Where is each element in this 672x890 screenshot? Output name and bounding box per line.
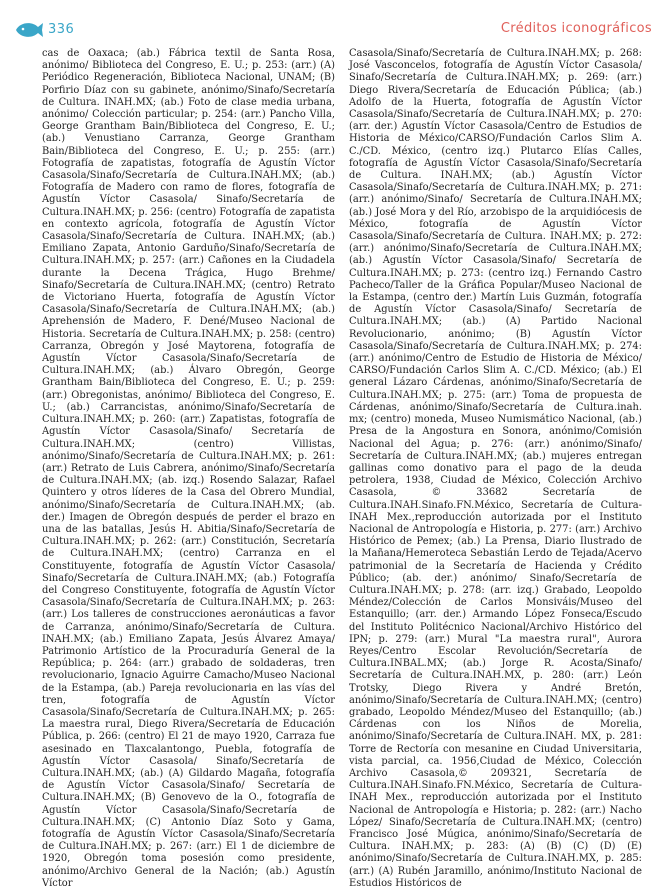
fish-icon [14, 20, 44, 40]
page-header [14, 18, 652, 42]
credits-text-right: Casasola/Sinafo/Secretaría de Cultura.INAH.MX; p. 268: José Vasconcelos, fotografía de Agustín Víctor Casasola/ Sinafo/Secretaría de Cultura.INAH.MX; p. 269: (arr.) Diego Rivera/Secretaría de Educación Pública; (ab.) Adolfo de la Huerta, fotografía de Agustín Víctor Casasola/Sinafo/Secretaría de Cultura.INAH.MX; p. 270: (arr. der.) Agustín Víctor Casasola/Centro de Estudios de Historia de México/CARSO/Fundación Carlos Slim A. C./CD. México, (centro izq.) Plutarco Elías Calles, fotografía de Agustín Víctor Casasola/Sinafo/Secretaría de Cultura. INAH.MX; (ab.) Agustín Víctor Casasola/Sinafo/Secretaría de Cultura.INAH.MX; p. 271: (arr.) anónimo/Sinafo/ Secretaría de Cultura.INAH.MX; (ab.) José Mora y del Río, arzobispo de la arquidiócesis de México, fotografía de Agustín Víctor Casasola/Sinafo/Secretaría de Cultura. INAH.MX; p. 272: (arr.) anónimo/Sinafo/Secretaría de Cultura.INAH.MX; (ab.) Agustín Víctor Casasola/Sinafo/ Secretaría de Cultura.INAH.MX; p. 273: (centro izq.) Fernando Castro Pacheco/Taller de la Gráfica Popular/Museo Nacional de la Estampa, (centro der.) Martín Luis Guzmán, fotografía de Agustín Víctor Casasola/Sinafo/ Secretaría de Cultura.INAH.MX; (ab.) (A) Partido Nacional Revolucionario, anónimo; (B) Agustín Víctor Casasola/Sinafo/Secretaría de Cultura.INAH.MX; p. 274: (arr.) anónimo/Centro de Estudio de Historia de México/ CARSO/Fundación Carlos Slim A. C./CD. México; (ab.) El general Lázaro Cárdenas, anónimo/Sinafo/Secretaría de Cultura.INAH.MX; p. 275: (arr.) Toma de propuesta de Cárdenas, anónimo/Sinafo/Secretaría de Cultura.inah. mx; (centro) moneda, Museo Numismático Nacional, (ab.) Presa de la Angostura en Sonora, anónimo/Comisión Nacional del Agua; p. 276: (arr.) anónimo/Sinafo/ Secretaría de Cultura.INAH.MX; (ab.) mujeres entregan gallinas como donativo para el pago de la deuda petrolera, 1938, Ciudad de México, Colección Archivo Casasola, © 33682 Secretaría de Cultura.INAH.Sinafo.FN.México, Secretaría de Cultura-INAH Mex.,reproducción autorizada por el Instituto Nacional de Antropología e Historia, p. 277: (arr.) Archivo Histórico de Pemex; (ab.) La Prensa, Diario Ilustrado de la Mañana/Hemeroteca Sebastián Lerdo de Tejada/Acervo patrimonial de la Secretaría de Hacienda y Crédito Público; (ab. der.) anónimo/ Sinafo/Secretaría de Cultura.INAH.MX; p. 278: (arr. izq.) Grabado, Leopoldo Méndez/Colección de Carlos Monsiváis/Museo del Estanquillo; (arr. der.) Armando López Fonseca/Escudo del Instituto Politécnico Nacional/Archivo Histórico del IPN; p. 279: (arr.) Mural "La maestra rural", Aurora Reyes/Centro Escolar Revolución/Secretaría de Cultura.INBAL.MX; (ab.) Jorge R. Acosta/Sinafo/ Secretaría de Cultura.INAH.MX, p. 280: (arr.) León Trotsky, Diego Rivera y André Bretón, anónimo/Sinafo/Secretaría de Cultura.INAH.MX; (centro) grabado, Leopoldo Méndez/Museo del Estanquillo; (ab.) Cárdenas con los Niños de Morelia, anónimo/Sinafo/Secretaría de Cultura.INAH. MX, p. 281: Torre de Rectoría con mesanine en Ciudad Universitaria, vista parcial, ca. 1956,Ciudad de México, Colección Archivo Casasola,© 209321, Secretaría de Cultura.INAH.Sinafo.FN.México, Secretaría de Cultura-INAH Mex., reproducción autorizada por el Instituto Nacional de Antropología e Historia; p. 282: (arr.) Nacho López/ Sinafo/Secretaría de Cultura.INAH.MX; (centro) Francisco José Múgica, anónimo/Sinafo/Secretaría de Cultura. INAH.MX; p. 283: (A) (B) (C) (D) (E) anónimo/Sinafo/Secretaría de Cultura.INAH.MX, p. 285: (arr.) (A) Rubén Jaramillo, anónimo/Instituto Nacional de Estudios Históricos de [349, 48, 642, 889]
text-column-left [42, 48, 335, 889]
page-number: 336 [48, 22, 75, 37]
credits-text-left: cas de Oaxaca; (ab.) Fábrica textil de Santa Rosa, anónimo/ Biblioteca del Congreso, E. U.; p. 253: (arr.) (A) Periódico Regeneración, Biblioteca Nacional, UNAM; (B) Porfirio Díaz con su gabinete, anónimo/Sinafo/Secretaría de Cultura. INAH.MX; (ab.) Foto de clase media urbana, anónimo/ Colección particular; p. 254: (arr.) Pancho Villa, George Grantham Bain/Biblioteca del Congreso, E. U.; (ab.) Venustiano Carranza, George Grantham Bain/Biblioteca del Congreso, E. U.; p. 255: (arr.) Fotografía de zapatistas, fotografía de Agustín Víctor Casasola/Sinafo/Secretaría de Cultura.INAH.MX; (ab.) Fotografía de Madero con ramo de flores, fotografía de Agustín Víctor Casasola/ Sinafo/Secretaría de Cultura.INAH.MX; p. 256: (centro) Fotografía de zapatista en contexto agrícola, fotografía de Agustín Víctor Casasola/Sinafo/Secretaría de Cultura. INAH.MX; (ab.) Emiliano Zapata, Antonio Garduño/Sinafo/Secretaría de Cultura.INAH.MX; p. 257: (arr.) Cañones en la Ciudadela durante la Decena Trágica, Hugo Brehme/ Sinafo/Secretaría de Cultura.INAH.MX; (centro) Retrato de Victoriano Huerta, fotografía de Agustín Víctor Casasola/Sinafo/Secretaría de Cultura.INAH.MX; (ab.) Aprehensión de Madero, F. Dené/Museo Nacional de Historia. Secretaría de Cultura.INAH.MX; p. 258: (centro) Carranza, Obregón y José Maytorena, fotografía de Agustín Víctor Casasola/Sinafo/Secretaría de Cultura.INAH.MX; (ab.) Álvaro Obregón, George Grantham Bain/Biblioteca del Congreso, E. U.; p. 259: (arr.) Obregonistas, anónimo/ Biblioteca del Congreso, E. U.; (ab.) Carrancistas, anónimo/Sinafo/Secretaría de Cultura.INAH.MX; p. 260: (arr.) Zapatistas, fotografía de Agustín Víctor Casasola/Sinafo/ Secretaría de Cultura.INAH.MX; (centro) Villistas, anónimo/Sinafo/Secretaría de Cultura.INAH.MX; p. 261: (arr.) Retrato de Luis Cabrera, anónimo/Sinafo/Secretaría de Cultura.INAH.MX; (ab. izq.) Rosendo Salazar, Rafael Quintero y otros líderes de la Casa del Obrero Mundial, anónimo/Sinafo/Secretaría de Cultura.INAH.MX; (ab. der.) Imagen de Obregón después de perder el brazo en una de las batallas, Jesús H. Abitia/Sinafo/Secretaría de Cultura.INAH.MX; p. 262: (arr.) Constitución, Secretaría de Cultura.INAH.MX; (centro) Carranza en el Constituyente, fotografía de Agustín Víctor Casasola/ Sinafo/Secretaría de Cultura.INAH.MX; (ab.) Fotografía del Congreso Constituyente, fotografía de Agustín Víctor Casasola/Sinafo/Secretaría de Cultura.INAH.MX; p. 263: (arr.) Los talleres de construcciones aeronáuticas a favor de Carranza, anónimo/Sinafo/Secretaría de Cultura. INAH.MX; (ab.) Emiliano Zapata, Jesús Álvarez Amaya/ Patrimonio Artístico de la Procuraduría General de la República; p. 264: (arr.) grabado de soldaderas, tren revolucionario, Ignacio Aguirre Camacho/Museo Nacional de la Estampa, (ab.) Pareja revolucionaria en las vías del tren, fotografía de Agustín Víctor Casasola/Sinafo/Secretaría de Cultura.INAH.MX; p. 265: La maestra rural, Diego Rivera/Secretaría de Educación Pública, p. 266: (centro) El 21 de mayo 1920, Carraza fue asesinado en Tlaxcalantongo, Puebla, fotografía de Agustín Víctor Casasola/ Sinafo/Secretaría de Cultura.INAH.MX; (ab.) (A) Gildardo Magaña, fotografía de Agustín Víctor Casasola/Sinafo/ Secretaría de Cultura.INAH.MX; (B) Genovevo de la O., fotografía de Agustín Víctor Casasola/Sinafo/Secretaría de Cultura.INAH.MX; (C) Antonio Díaz Soto y Gama, fotografía de Agustín Víctor Casasola/Sinafo/Secretaría de Cultura.INAH.MX; p. 267: (arr.) El 1 de diciembre de 1920, Obregón toma posesión como presidente, anónimo/Archivo General de la Nación; (ab.) Agustín Víctor [42, 48, 335, 889]
text-column-right [349, 48, 642, 889]
section-title: Créditos iconográficos [500, 21, 652, 36]
